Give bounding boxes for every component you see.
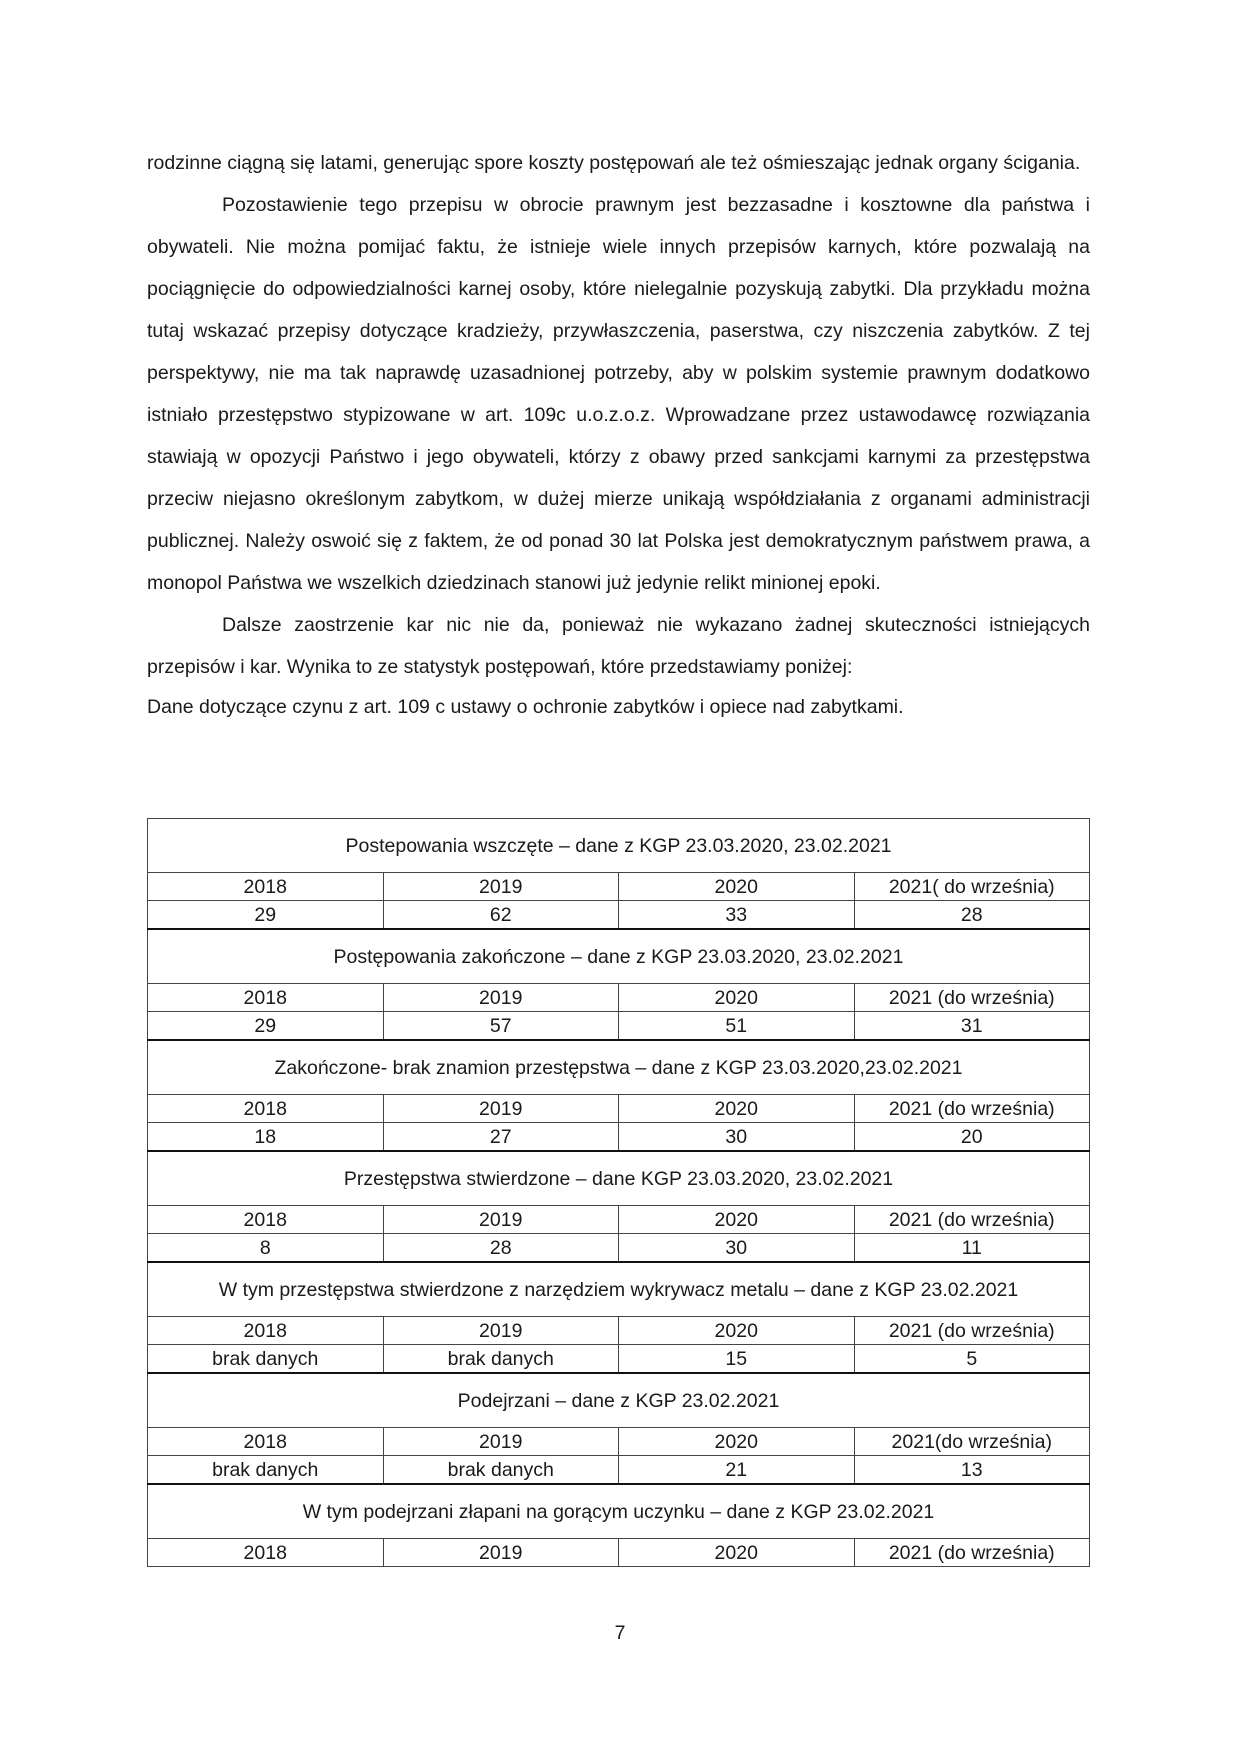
- year-header-cell: 2020: [619, 1095, 855, 1123]
- section-title: Postępowania zakończone – dane z KGP 23.03.2020, 23.02.2021: [148, 929, 1090, 984]
- section-title-row: [148, 819, 1090, 873]
- value-cell: 29: [148, 901, 384, 930]
- value-cell: 57: [383, 1012, 619, 1041]
- section-title-row: [148, 1484, 1090, 1539]
- section-title: Przestępstwa stwierdzone – dane KGP 23.03.2020, 23.02.2021: [148, 1151, 1090, 1206]
- year-header-cell: 2021(do września): [854, 1428, 1090, 1456]
- value-cell: 27: [383, 1123, 619, 1152]
- year-header-cell: 2020: [619, 984, 855, 1012]
- value-cell: brak danych: [383, 1456, 619, 1485]
- value-cell: 30: [619, 1234, 855, 1263]
- value-cell: 31: [854, 1012, 1090, 1041]
- year-header-row: [148, 1428, 1090, 1456]
- year-header-row: [148, 984, 1090, 1012]
- value-cell: brak danych: [383, 1345, 619, 1374]
- paragraph-list: [147, 142, 1090, 688]
- year-header-cell: 2020: [619, 873, 855, 901]
- table-caption: Dane dotyczące czynu z art. 109 c ustawy o ochronie zabytków i opiece nad zabytkami.: [147, 696, 904, 718]
- page-number: 7: [614, 1622, 626, 1644]
- value-cell: 13: [854, 1456, 1090, 1485]
- year-header-cell: 2020: [619, 1206, 855, 1234]
- value-row: [148, 1123, 1090, 1152]
- section-title: W tym przestępstwa stwierdzone z narzędziem wykrywacz metalu – dane z KGP 23.02.2021: [148, 1262, 1090, 1317]
- year-header-cell: 2021( do września): [854, 873, 1090, 901]
- value-cell: 29: [148, 1012, 384, 1041]
- year-header-cell: 2020: [619, 1539, 855, 1567]
- value-cell: 62: [383, 901, 619, 930]
- section-title: Podejrzani – dane z KGP 23.02.2021: [148, 1373, 1090, 1428]
- paragraph: Dalsze zaostrzenie kar nic nie da, ponieważ nie wykazano żadnej skuteczności istniejących przepisów i kar. Wynika to ze statystyk postępowań, które przedstawiamy poniżej:: [147, 614, 1090, 678]
- year-header-cell: 2018: [148, 1317, 384, 1345]
- year-header-cell: 2020: [619, 1428, 855, 1456]
- year-header-cell: 2018: [148, 1095, 384, 1123]
- year-header-cell: 2018: [148, 1428, 384, 1456]
- value-cell: 30: [619, 1123, 855, 1152]
- year-header-cell: 2021 (do września): [854, 1095, 1090, 1123]
- value-row: [148, 1012, 1090, 1041]
- value-cell: 21: [619, 1456, 855, 1485]
- section-title: Postepowania wszczęte – dane z KGP 23.03.2020, 23.02.2021: [148, 819, 1090, 873]
- year-header-cell: 2019: [383, 1317, 619, 1345]
- year-header-cell: 2019: [383, 984, 619, 1012]
- value-cell: brak danych: [148, 1345, 384, 1374]
- year-header-row: [148, 1317, 1090, 1345]
- value-row: [148, 1345, 1090, 1374]
- year-header-cell: 2021 (do września): [854, 984, 1090, 1012]
- year-header-row: [148, 1095, 1090, 1123]
- body-text: [147, 142, 1090, 727]
- value-cell: 28: [854, 901, 1090, 930]
- year-header-cell: 2021 (do września): [854, 1539, 1090, 1567]
- year-header-cell: 2020: [619, 1317, 855, 1345]
- year-header-cell: 2019: [383, 873, 619, 901]
- year-header-row: [148, 1539, 1090, 1567]
- section-title: W tym podejrzani złapani na gorącym uczynku – dane z KGP 23.02.2021: [148, 1484, 1090, 1539]
- value-cell: 20: [854, 1123, 1090, 1152]
- value-cell: 5: [854, 1345, 1090, 1374]
- value-cell: 18: [148, 1123, 384, 1152]
- year-header-cell: 2019: [383, 1095, 619, 1123]
- value-row: [148, 1234, 1090, 1263]
- value-row: [148, 1456, 1090, 1485]
- value-cell: 51: [619, 1012, 855, 1041]
- year-header-cell: 2018: [148, 984, 384, 1012]
- year-header-cell: 2019: [383, 1428, 619, 1456]
- year-header-cell: 2019: [383, 1539, 619, 1567]
- value-cell: 11: [854, 1234, 1090, 1263]
- year-header-cell: 2018: [148, 873, 384, 901]
- year-header-row: [148, 1206, 1090, 1234]
- year-header-cell: 2019: [383, 1206, 619, 1234]
- year-header-cell: 2018: [148, 1539, 384, 1567]
- paragraph: rodzinne ciągną się latami, generując spore koszty postępowań ale też ośmieszając jednak organy ścigania.: [147, 152, 1081, 174]
- paragraph: Pozostawienie tego przepisu w obrocie prawnym jest bezzasadne i kosztowne dla państwa i obywateli. Nie można pomijać faktu, że istnieje wiele innych przepisów karnych, które pozwalają na pociągnięcie do odpowiedzialności karnej osoby, które nielegalnie pozyskują zabytki. Dla przykładu można tutaj wskazać przepisy dotyczące kradzieży, przywłaszczenia, paserstwa, czy niszczenia zabytków. Z tej perspektywy, nie ma tak naprawdę uzasadnionej potrzeby, aby w polskim systemie prawnym dodatkowo istniało przestępstwo stypizowane w art. 109c u.o.z.o.z. Wprowadzane przez ustawodawcę rozwiązania stawiają w opozycji Państwo i jego obywateli, którzy z obawy przed sankcjami karnymi za przestępstwa przeciw niejasno określonym zabytkom, w dużej mierze unikają współdziałania z organami administracji publicznej. Należy oswoić się z faktem, że od ponad 30 lat Polska jest demokratycznym państwem prawa, a monopol Państwa we wszelkich dziedzinach stanowi już jedynie relikt minionej epoki.: [147, 194, 1090, 594]
- value-row: [148, 901, 1090, 930]
- section-title-row: [148, 1040, 1090, 1095]
- value-cell: 28: [383, 1234, 619, 1263]
- section-title-row: [148, 1373, 1090, 1428]
- section-title-row: [148, 929, 1090, 984]
- section-title-row: [148, 1262, 1090, 1317]
- value-cell: 15: [619, 1345, 855, 1374]
- value-cell: 8: [148, 1234, 384, 1263]
- statistics-table: [147, 818, 1090, 1567]
- year-header-cell: 2021 (do września): [854, 1206, 1090, 1234]
- year-header-cell: 2021 (do września): [854, 1317, 1090, 1345]
- year-header-row: [148, 873, 1090, 901]
- year-header-cell: 2018: [148, 1206, 384, 1234]
- section-title: Zakończone- brak znamion przestępstwa – dane z KGP 23.03.2020,23.02.2021: [148, 1040, 1090, 1095]
- value-cell: brak danych: [148, 1456, 384, 1485]
- value-cell: 33: [619, 901, 855, 930]
- section-title-row: [148, 1151, 1090, 1206]
